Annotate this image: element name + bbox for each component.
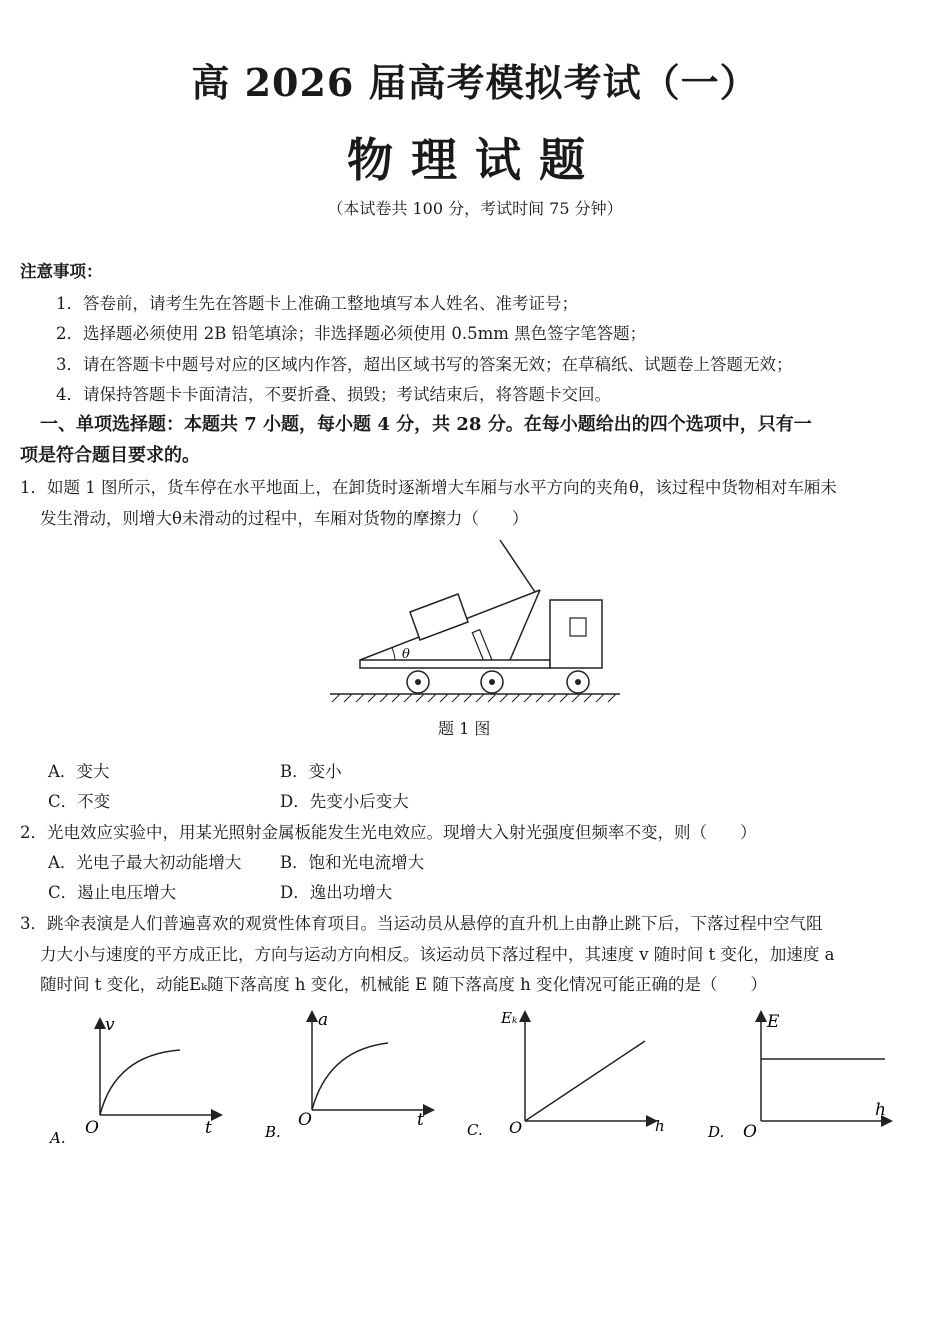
angle-label: θ — [402, 647, 410, 662]
graph-c — [465, 1005, 675, 1155]
graph-a-option: A. — [50, 1129, 66, 1147]
exam-title: 高 2026 届高考模拟考试（一） — [191, 60, 759, 105]
subject-title: 物理试题 — [347, 133, 603, 187]
graph-a — [45, 1005, 235, 1155]
note-item: 3．请在答题卡中题号对应的区域内作答，超出区域书写的答案无效；在草稿纸、试题卷上答题无效； — [56, 355, 793, 374]
q2-option-b: B．饱和光电流增大 — [280, 853, 425, 872]
angle-arc — [392, 648, 395, 660]
wheel — [407, 671, 429, 693]
hydraulic-cylinder — [472, 630, 491, 663]
paper-info: （本试卷共 100 分，考试时间 75 分钟） — [327, 199, 623, 218]
note-item: 4．请保持答题卡卡面清洁，不要折叠、损毁；考试结束后，将答题卡交回。 — [56, 385, 611, 404]
graph-c-x-label: h — [655, 1117, 665, 1135]
graph-c-origin: O — [509, 1118, 523, 1137]
q1-option-c: C．不变 — [48, 792, 111, 811]
note-item: 1．答卷前，请考生先在答题卡上准确工整地填写本人姓名、准考证号； — [56, 294, 578, 313]
notes-heading: 注意事项： — [20, 262, 103, 281]
truck-chassis — [360, 660, 550, 668]
graph-a-y-label: v — [105, 1015, 115, 1035]
ground-hatch — [332, 694, 616, 702]
section-heading-line2: 项是符合题目要求的。 — [20, 445, 200, 466]
graph-a-curve — [100, 1050, 180, 1115]
graph-d-y-label: E — [767, 1012, 780, 1032]
q3-stem-line3: 随时间 t 变化，动能Eₖ随下落高度 h 变化，机械能 E 随下落高度 h 变化情况可能正确的是（ ） — [40, 975, 767, 994]
note-item: 2．选择题必须使用 2B 铅笔填涂；非选择题必须使用 0.5mm 黑色签字笔答题； — [56, 324, 647, 343]
truck-figure — [320, 530, 640, 710]
graph-c-option: C. — [467, 1121, 483, 1139]
truck-gate — [500, 540, 535, 592]
section-heading-line1: 一、单项选择题：本题共 7 小题，每小题 4 分，共 28 分。在每小题给出的四个选项中，只有一 — [40, 414, 812, 435]
figure-caption: 题 1 图 — [438, 719, 491, 738]
graph-d — [705, 1005, 905, 1155]
graph-b-origin: O — [298, 1110, 312, 1130]
graph-c-y-label: Eₖ — [501, 1009, 518, 1027]
q3-stem-line2: 力大小与速度的平方成正比，方向与运动方向相反。该运动员下落过程中，其速度 v 随时间 t 变化，加速度 a — [40, 945, 835, 964]
graph-b — [260, 1005, 450, 1155]
graph-b-x-label: t — [417, 1110, 424, 1130]
q1-option-b: B．变小 — [280, 762, 342, 781]
wheel — [481, 671, 503, 693]
graph-b-option: B. — [265, 1123, 281, 1141]
q1-stem-line1: 1．如题 1 图所示，货车停在水平地面上，在卸货时逐渐增大车厢与水平方向的夹角θ，该过程中货物相对车厢未 — [20, 478, 837, 497]
graph-d-option: D. — [708, 1123, 725, 1141]
graph-b-curve — [312, 1043, 388, 1110]
q1-option-d: D．先变小后变大 — [280, 792, 409, 811]
q1-stem-line2: 发生滑动，则增大θ未滑动的过程中，车厢对货物的摩擦力（ ） — [40, 509, 529, 528]
graph-c-line — [525, 1041, 645, 1121]
wheel — [567, 671, 589, 693]
graph-d-x-label: h — [875, 1100, 886, 1120]
graph-a-origin: O — [85, 1118, 99, 1138]
graph-d-origin: O — [743, 1122, 757, 1142]
q2-option-d: D．逸出功增大 — [280, 883, 393, 902]
q3-stem-line1: 3．跳伞表演是人们普遍喜欢的观赏性体育项目。当运动员从悬停的直升机上由静止跳下后，下落过程中空气阻 — [20, 914, 823, 933]
q2-stem: 2．光电效应实验中，用某光照射金属板能发生光电效应。现增大入射光强度但频率不变，则（ ） — [20, 823, 757, 842]
q2-option-a: A．光电子最大初动能增大 — [48, 853, 242, 872]
q2-option-c: C．遏止电压增大 — [48, 883, 177, 902]
q1-option-a: A．变大 — [48, 762, 110, 781]
cab-window — [570, 618, 586, 636]
graph-a-x-label: t — [205, 1118, 212, 1138]
graph-b-y-label: a — [318, 1010, 329, 1030]
cargo-box — [410, 594, 468, 640]
